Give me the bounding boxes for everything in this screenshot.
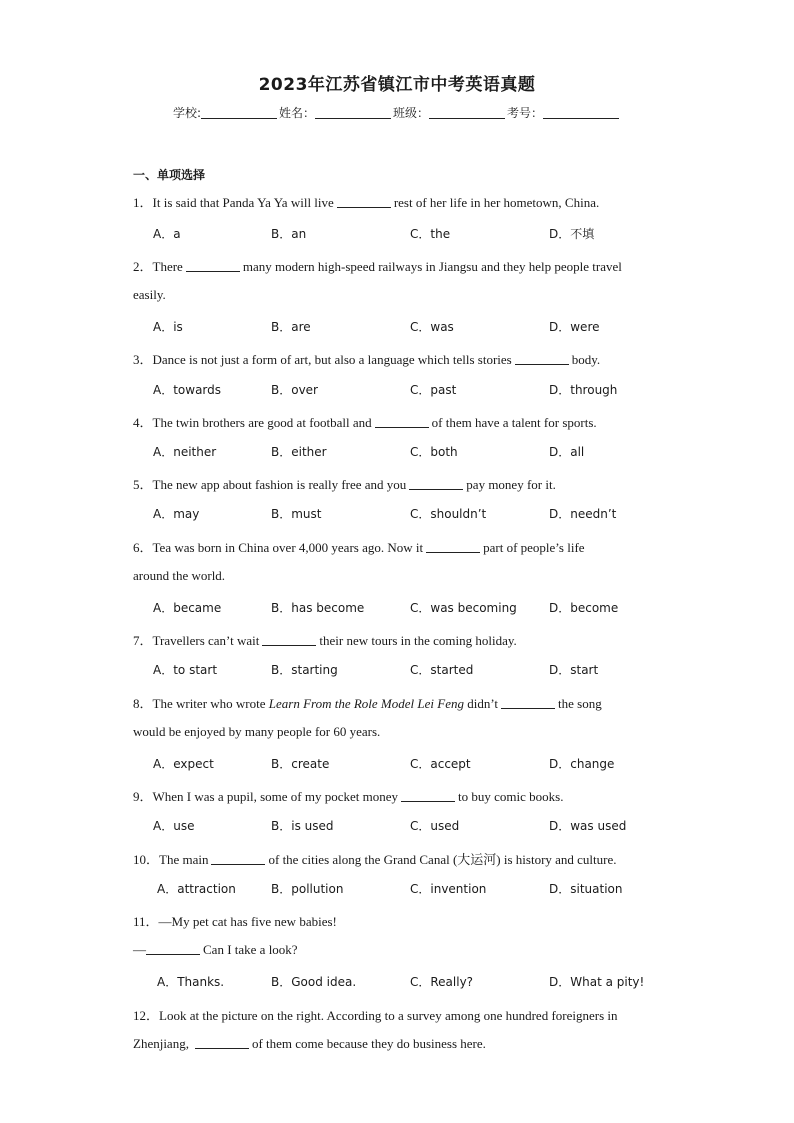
question-text: Can I take a look?	[203, 942, 298, 957]
question-5	[133, 474, 556, 493]
question-8	[133, 693, 602, 712]
question-text: Travellers can’t wait	[152, 633, 260, 648]
number-blank[interactable]	[543, 106, 619, 119]
option-d[interactable]: D．What a pity!	[549, 975, 645, 989]
option-a[interactable]: A．use	[153, 819, 195, 833]
question-text: of them come because they do business here.	[251, 1036, 486, 1051]
option-a[interactable]: A．expect	[153, 757, 214, 771]
option-a[interactable]: A．a	[153, 227, 181, 241]
option-c[interactable]: C．started	[410, 663, 474, 677]
question-text: the song	[558, 696, 602, 711]
question-11-line2	[133, 942, 298, 958]
option-d[interactable]: D．were	[549, 320, 600, 334]
name-blank[interactable]	[315, 106, 391, 119]
question-number: 12．	[133, 1008, 160, 1023]
answer-blank[interactable]	[375, 416, 429, 428]
answer-blank[interactable]	[211, 853, 265, 865]
question-4	[133, 412, 597, 431]
question-text: body.	[571, 352, 601, 367]
option-a[interactable]: A．neither	[153, 445, 217, 459]
question-number: 4．	[133, 415, 153, 430]
question-text: The writer who wrote	[152, 696, 266, 711]
question-11	[133, 911, 337, 930]
student-info-line	[0, 104, 794, 121]
school-label: 学校:	[172, 106, 201, 120]
question-1	[133, 192, 599, 211]
option-d[interactable]: D．needn’t	[549, 507, 617, 521]
option-d[interactable]: D．become	[549, 601, 619, 615]
question-text: didn’t	[467, 696, 499, 711]
question-text: of them have a talent for sports.	[431, 415, 597, 430]
option-c[interactable]: C．both	[410, 445, 458, 459]
option-c[interactable]: C．past	[410, 383, 457, 397]
question-text: of the cities along the Grand Canal (大运河) is history and culture.	[268, 852, 617, 867]
question-number: 11．	[133, 914, 159, 929]
question-2	[133, 256, 622, 275]
option-a[interactable]: A．attraction	[157, 882, 236, 896]
question-text: Look at the picture on the right. According to a survey among one hundred foreigners in	[159, 1008, 618, 1023]
question-text: The twin brothers are good at football and	[152, 415, 372, 430]
option-b[interactable]: B．are	[271, 320, 311, 334]
name-label: 姓名：	[279, 106, 316, 120]
option-c[interactable]: C．accept	[410, 757, 471, 771]
section-title: 一、单项选择	[133, 168, 206, 182]
answer-blank[interactable]	[195, 1037, 249, 1049]
question-text: many modern high-speed railways in Jiangsu and they help people travel	[242, 259, 622, 274]
question-text: rest of her life in her hometown, China.	[393, 195, 600, 210]
option-a[interactable]: A．became	[153, 601, 222, 615]
option-c[interactable]: C．was	[410, 320, 454, 334]
option-a[interactable]: A．to start	[153, 663, 218, 677]
answer-blank[interactable]	[262, 634, 316, 646]
option-c[interactable]: C．Really?	[410, 975, 474, 989]
option-b[interactable]: B．an	[271, 227, 307, 241]
option-c[interactable]: C．shouldn’t	[410, 507, 487, 521]
answer-blank[interactable]	[409, 478, 463, 490]
question-number: 2．	[133, 259, 153, 274]
option-b[interactable]: B．Good idea.	[271, 975, 357, 989]
option-a[interactable]: A．towards	[153, 383, 222, 397]
question-number: 3．	[133, 352, 153, 367]
question-number: 7．	[133, 633, 153, 648]
option-c[interactable]: C．used	[410, 819, 460, 833]
question-9	[133, 786, 563, 805]
question-text: Zhenjiang,	[133, 1036, 189, 1051]
question-text: to buy comic books.	[458, 789, 564, 804]
number-label: 考号：	[507, 106, 544, 120]
answer-blank[interactable]	[515, 353, 569, 365]
option-b[interactable]: B．is used	[271, 819, 334, 833]
answer-blank[interactable]	[146, 943, 200, 955]
book-title: Learn From the Role Model Lei Feng	[268, 696, 464, 711]
class-label: 班级：	[393, 106, 430, 120]
question-10	[133, 849, 617, 868]
question-number: 10．	[133, 852, 160, 867]
answer-blank[interactable]	[401, 790, 455, 802]
option-c[interactable]: C．the	[410, 227, 451, 241]
question-text: part of people’s life	[483, 540, 585, 555]
option-c[interactable]: C．was becoming	[410, 601, 517, 615]
question-text: Dance is not just a form of art, but also a language which tells stories	[152, 352, 512, 367]
question-12-line2	[133, 1036, 486, 1052]
question-3	[133, 349, 600, 368]
question-text: pay money for it.	[466, 477, 556, 492]
answer-blank[interactable]	[186, 260, 240, 272]
answer-blank[interactable]	[337, 196, 391, 208]
question-number: 9．	[133, 789, 153, 804]
question-number: 1．	[133, 195, 153, 210]
question-2-line2: easily.	[133, 287, 166, 302]
school-blank[interactable]	[201, 106, 277, 119]
question-number: 6．	[133, 540, 153, 555]
option-a[interactable]: A．is	[153, 320, 183, 334]
question-6-line2: around the world.	[133, 568, 226, 583]
question-number: 8．	[133, 696, 153, 711]
answer-blank[interactable]	[426, 541, 480, 553]
question-8-line2: would be enjoyed by many people for 60 years.	[133, 724, 381, 739]
question-12	[133, 1005, 618, 1024]
question-text: There	[152, 259, 183, 274]
option-b[interactable]: B．create	[271, 757, 330, 771]
option-d[interactable]: D．start	[549, 663, 599, 677]
option-a[interactable]: A．Thanks.	[157, 975, 225, 989]
option-d[interactable]: D．through	[549, 383, 618, 397]
option-d[interactable]: D．不填	[549, 227, 595, 241]
question-text: Tea was born in China over 4,000 years ago. Now it	[152, 540, 424, 555]
option-b[interactable]: B．must	[271, 507, 322, 521]
question-text: —My pet cat has five new babies!	[158, 914, 337, 929]
question-text: their new tours in the coming holiday.	[319, 633, 517, 648]
option-b[interactable]: B．has become	[271, 601, 365, 615]
option-b[interactable]: B．starting	[271, 663, 338, 677]
option-b[interactable]: B．pollution	[271, 882, 344, 896]
dash: —	[133, 942, 146, 957]
option-b[interactable]: B．over	[271, 383, 318, 397]
question-6	[133, 537, 585, 556]
question-7	[133, 630, 517, 649]
option-b[interactable]: B．either	[271, 445, 327, 459]
class-blank[interactable]	[429, 106, 505, 119]
option-a[interactable]: A．may	[153, 507, 200, 521]
page-title: 2023年江苏省镇江市中考英语真题	[258, 75, 536, 95]
question-text: It is said that Panda Ya Ya will live	[152, 195, 334, 210]
answer-blank[interactable]	[501, 697, 555, 709]
question-text: The main	[159, 852, 209, 867]
option-c[interactable]: C．invention	[410, 882, 487, 896]
question-number: 5．	[133, 477, 153, 492]
option-d[interactable]: D．situation	[549, 882, 623, 896]
option-d[interactable]: D．all	[549, 445, 585, 459]
option-d[interactable]: D．was used	[549, 819, 627, 833]
option-d[interactable]: D．change	[549, 757, 615, 771]
question-text: The new app about fashion is really free and you	[152, 477, 407, 492]
question-text: When I was a pupil, some of my pocket money	[152, 789, 399, 804]
